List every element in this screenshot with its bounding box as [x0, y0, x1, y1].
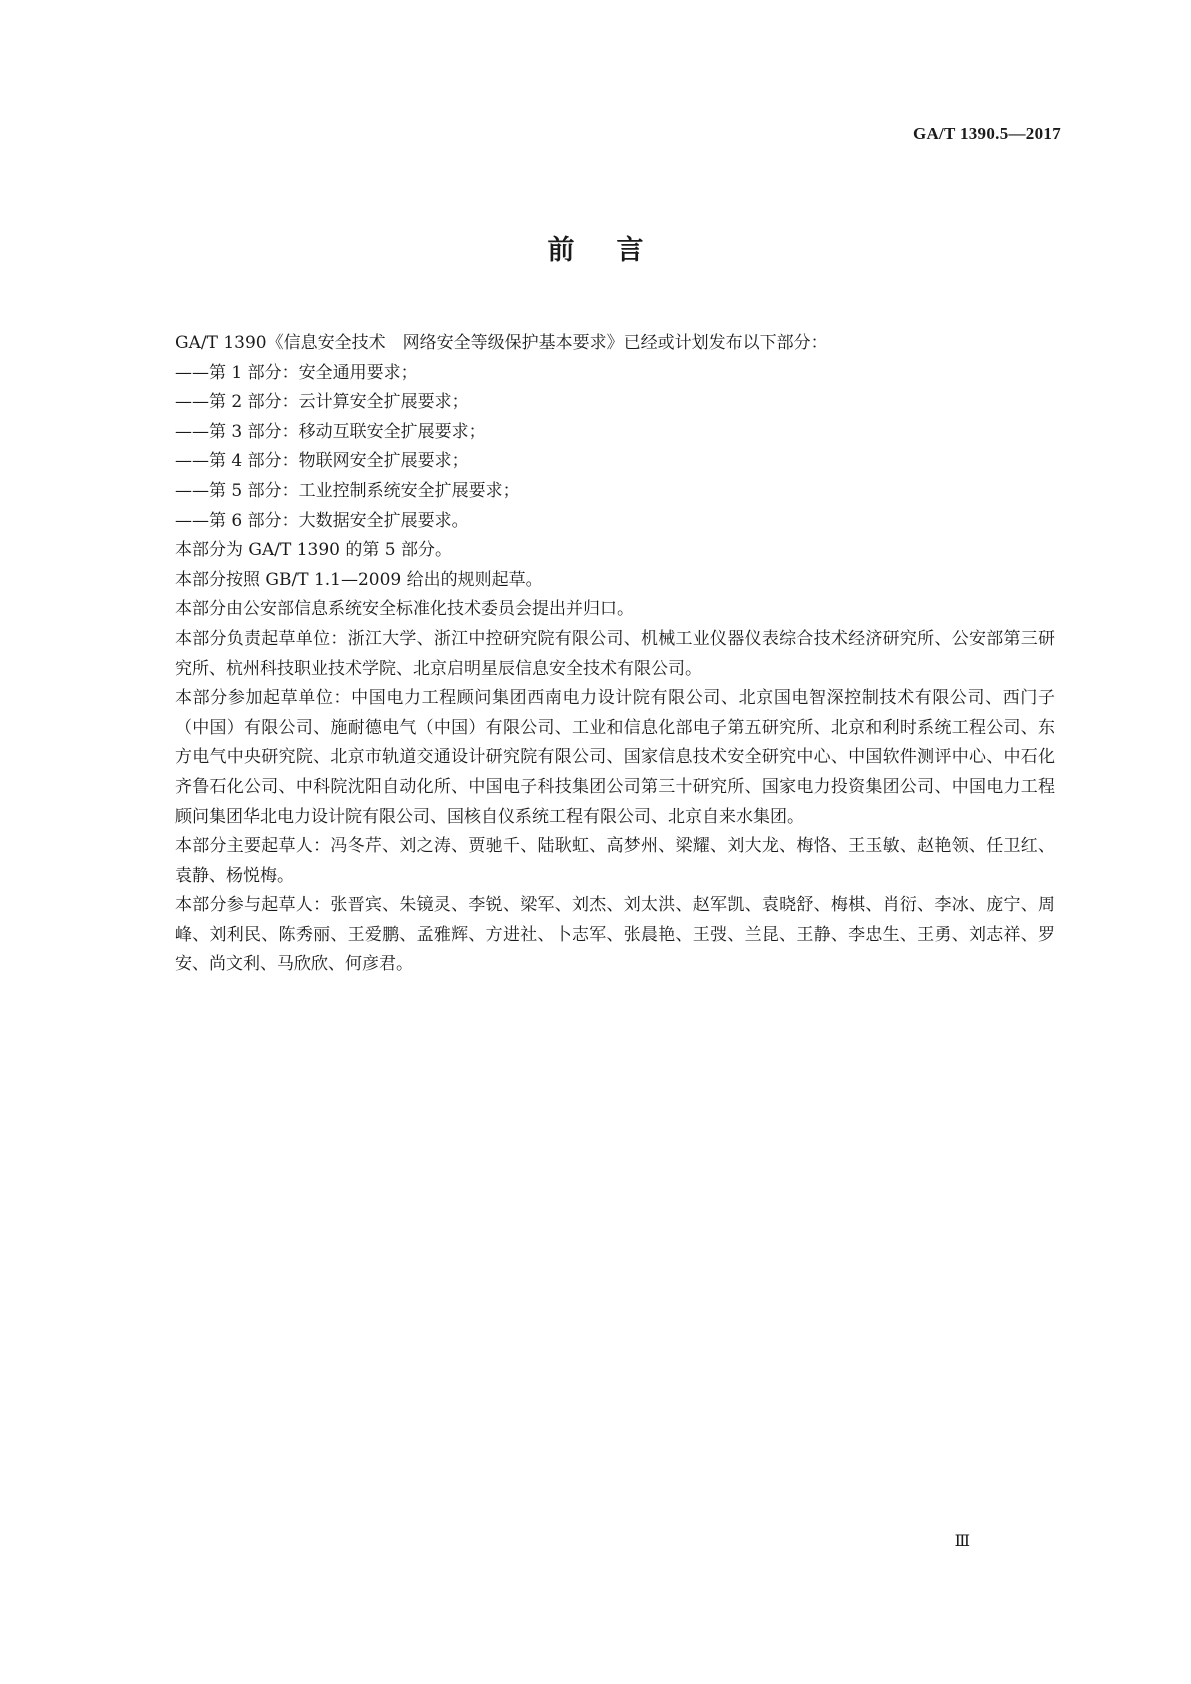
page-number: Ⅲ [954, 1533, 970, 1550]
part-number-paragraph: 本部分为 GA/T 1390 的第 5 部分。 [175, 540, 453, 561]
part-list-item: ——第 4 部分：物联网安全扩展要求； [175, 451, 469, 472]
foreword-body [175, 329, 1055, 980]
proposer-paragraph: 本部分由公安部信息系统安全标准化技术委员会提出并归口。 [175, 599, 634, 620]
main-drafters-paragraph: 本部分主要起草人：冯冬芹、刘之涛、贾驰千、陆耿虹、高梦州、梁耀、刘大龙、梅恪、王玉敏、赵艳领、任卫红、袁静、杨悦梅。 [175, 836, 1055, 886]
document-code: GA/T 1390.5—2017 [912, 124, 1061, 143]
part-list-item: ——第 3 部分：移动互联安全扩展要求； [175, 421, 486, 442]
part-list-item: ——第 1 部分：安全通用要求； [175, 362, 418, 383]
participating-drafters-paragraph: 本部分参与起草人：张晋宾、朱镜灵、李锐、梁军、刘杰、刘太洪、赵军凯、袁晓舒、梅棋、肖衍、李冰、庞宁、周峰、刘利民、陈秀丽、王爱鹏、孟雅辉、方进社、卜志军、张晨艳、王弢、兰昆、王静、李忠生、王勇、刘志祥、罗安、尚文利、马欣欣、何彦君。 [175, 895, 1055, 975]
responsible-units-paragraph: 本部分负责起草单位：浙江大学、浙江中控研究院有限公司、机械工业仪器仪表综合技术经济研究所、公安部第三研究所、杭州科技职业技术学院、北京启明星辰信息安全技术有限公司。 [175, 628, 1055, 679]
drafting-rules-paragraph: 本部分按照 GB/T 1.1—2009 给出的规则起草。 [175, 569, 543, 590]
part-list-item: ——第 6 部分：大数据安全扩展要求。 [175, 510, 469, 531]
part-list-item: ——第 5 部分：工业控制系统安全扩展要求； [175, 480, 520, 501]
page-title: 前言 [547, 235, 686, 266]
part-list-item: ——第 2 部分：云计算安全扩展要求； [175, 392, 469, 413]
intro-paragraph: GA/T 1390《信息安全技术 网络安全等级保护基本要求》已经或计划发布以下部分： [175, 333, 828, 353]
participating-units-paragraph: 本部分参加起草单位：中国电力工程顾问集团西南电力设计院有限公司、北京国电智深控制技术有限公司、西门子（中国）有限公司、施耐德电气（中国）有限公司、工业和信息化部电子第五研究所、北京和利时系统工程公司、东方电气中央研究院、北京市轨道交通设计研究院有限公司、国家信息技术安全研究中心、中国软件测评中心、中石化齐鲁石化公司、中科院沈阳自动化所、中国电子科技集团公司第三十研究所、国家电力投资集团公司、中国电力工程顾问集团华北电力设计院有限公司、国核自仪系统工程有限公司、北京自来水集团。 [175, 688, 1055, 827]
